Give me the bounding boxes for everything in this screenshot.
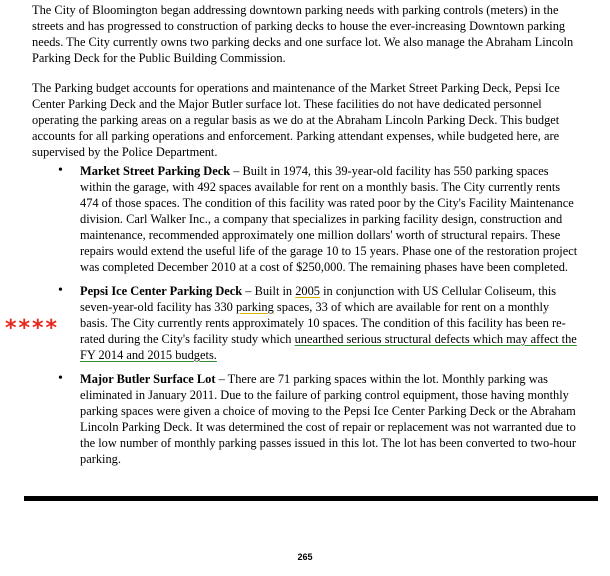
market-street-text: – Built in 1974, this 39-year-old facility has 550 parking spaces within the garage, with 492 spaces available for rent on a monthly basis. The City currently rents 474 of those spaces. The condition of this facility was rated poor by the City's Facility Maintenance division. Carl Walker Inc., a company that specializes in parking facility design, construction and maintenance, recommended approximately one million dollars' worth of structural repairs. These repairs would extend the useful life of the garage 10 to 15 years. Phase one of the restoration project was completed December 2010 at a cost of $250,000. The remaining phases have been completed. <box>80 164 578 274</box>
pepsi-word-underlined: parking <box>235 300 274 314</box>
bullet-icon: • <box>58 283 63 298</box>
bullet-icon: • <box>58 371 63 386</box>
page-number: 265 <box>297 552 313 562</box>
budget-paragraph: The Parking budget accounts for operations and maintenance of the Market Street Parking Deck, Pepsi Ice Center Parking Deck and the Major Butler surface lot. These facilities do not have dedicated personnel operating the parking areas on a regular basis as we do at the Abraham Lincoln Parking Deck. This budget accounts for all parking operations and enforcement. Parking attendant expenses, while budgeted here, are supervised by the Police Department. <box>32 81 560 159</box>
pepsi-text-a: – Built in <box>242 284 296 298</box>
list-item-pepsi-ice-center <box>58 283 578 363</box>
pepsi-title: Pepsi Ice Center Parking Deck <box>80 284 243 298</box>
red-asterisks-annotation: **** <box>5 316 60 341</box>
major-butler-text: – There are 71 parking spaces within the lot. Monthly parking was eliminated in January 2011. Due to the failure of parking control equipment, those having monthly parking spaces were given a choice of moving to the Pepsi Ice Center Parking Deck or the Abraham Lincoln Parking Deck. It was determined the cost of repair or replacement was not warranted due to the low number of monthly parking passes issued in this lot. The lot has been converted to two-hour parking. <box>80 372 577 466</box>
facility-list <box>58 163 578 467</box>
bullet-icon: • <box>58 163 63 178</box>
pepsi-text-c: spaces, 33 of which are available for rent on a monthly basis. The City currently rents approximately 10 spaces. The condition of this facility has been re-rated during the City's facility study which <box>80 300 566 346</box>
market-street-title: Market Street Parking Deck <box>80 164 231 178</box>
horizontal-divider <box>24 496 598 501</box>
pepsi-text-b: in conjunction with US Cellular Coliseum, this seven-year-old facility has 330 <box>80 284 557 314</box>
pepsi-highlighted-sentence: unearthed serious structural defects which may affect the FY 2014 and 2015 budgets. <box>80 332 577 362</box>
list-item-major-butler <box>58 371 578 467</box>
intro-paragraph: The City of Bloomington began addressing downtown parking needs with parking controls (meters) in the streets and has progressed to construction of parking decks to house the ever-increasing Downtown parking needs. The City currently owns two parking decks and one surface lot. We also manage the Abraham Lincoln Parking Deck for the Public Building Commission. <box>32 3 574 65</box>
pepsi-year-underlined: 2005 <box>295 284 320 298</box>
major-butler-title: Major Butler Surface Lot <box>80 372 216 386</box>
list-item-market-street <box>58 163 578 275</box>
